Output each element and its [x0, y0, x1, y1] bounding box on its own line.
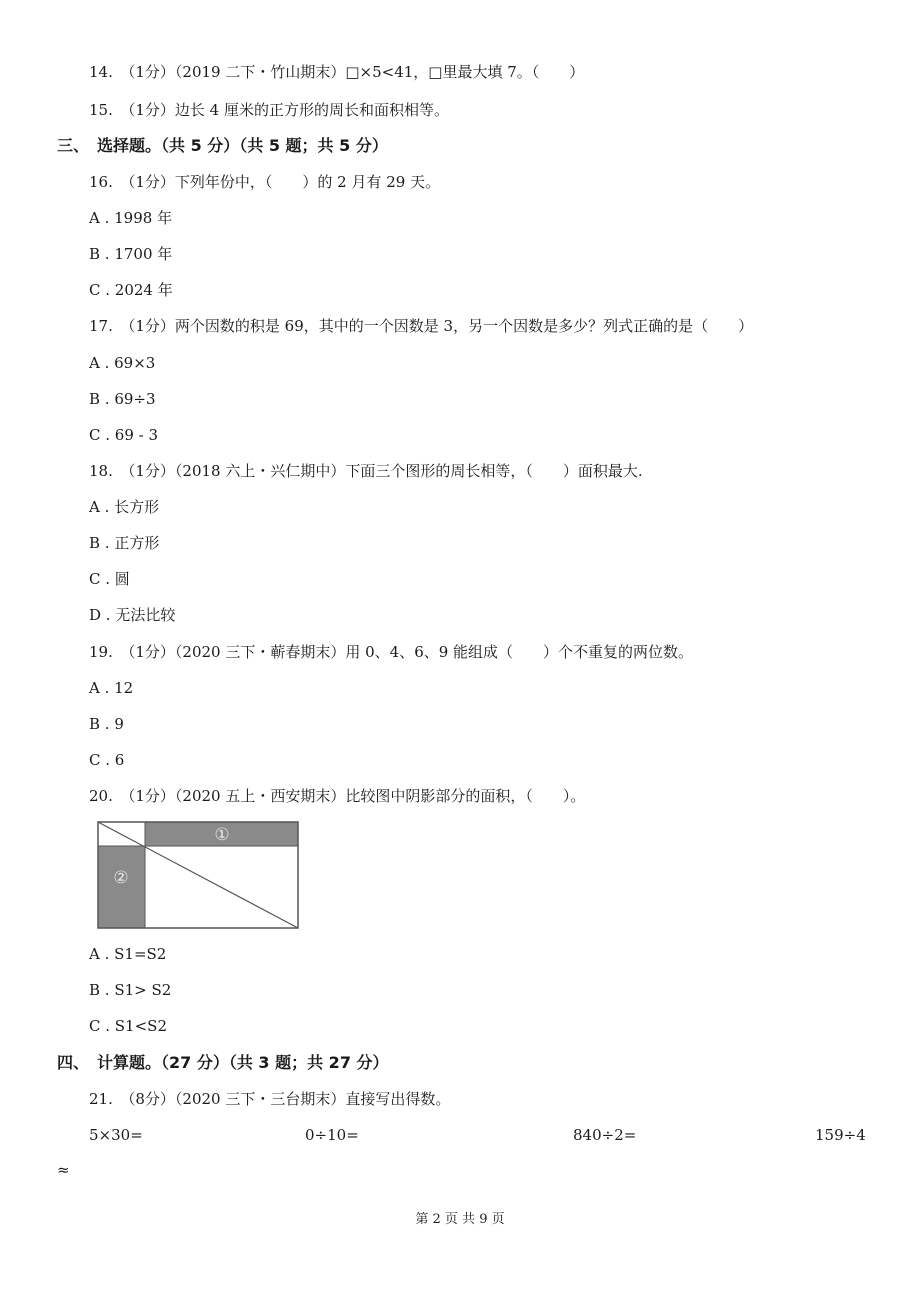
question-18: 18. （1分）（2018 六上・兴仁期中）下面三个图形的周长相等，（ ）面积最大. [89, 462, 643, 480]
question-20: 20. （1分）（2020 五上・西安期末）比较图中阴影部分的面积，（ ）。 [89, 787, 586, 805]
option-20b: B . S1> S2 [89, 981, 172, 999]
question-21: 21. （8分）（2020 三下・三台期末）直接写出得数。 [89, 1090, 451, 1108]
option-16a: A . 1998 年 [89, 209, 173, 227]
option-20a: A . S1=S2 [89, 945, 167, 963]
option-17b: B . 69÷3 [89, 390, 156, 408]
calc-item-3: 840÷2= [573, 1126, 637, 1144]
question-17: 17. （1分）两个因数的积是 69，其中的一个因数是 3，另一个因数是多少？列式正确的是（ ） [89, 317, 754, 335]
option-19c: C . 6 [89, 751, 125, 769]
section-heading-choice: 三、 选择题。（共 5 分）（共 5 题；共 5 分） [57, 136, 388, 155]
option-18a: A . 长方形 [89, 498, 160, 516]
option-19a: A . 12 [89, 679, 134, 697]
option-19b: B . 9 [89, 715, 124, 733]
option-17c: C . 69 - 3 [89, 426, 159, 444]
calc-approx-sign: ≈ [57, 1161, 70, 1179]
question-19: 19. （1分）（2020 三下・蕲春期末）用 0、4、6、9 能组成（ ）个不重复的两位数。 [89, 643, 694, 661]
option-16b: B . 1700 年 [89, 245, 173, 263]
option-17a: A . 69×3 [89, 354, 156, 372]
option-20c: C . S1<S2 [89, 1017, 167, 1035]
shaded-area-figure [96, 820, 300, 934]
option-18d: D . 无法比较 [89, 606, 176, 624]
calc-item-2: 0÷10= [305, 1126, 359, 1144]
region-label-1: ① [214, 825, 230, 845]
option-16c: C . 2024 年 [89, 281, 173, 299]
question-14: 14. （1分）（2019 二下・竹山期末）□×5<41，□里最大填 7。（ ） [89, 63, 585, 81]
rectangle-diagram [96, 820, 300, 930]
page-footer: 第 2 页 共 9 页 [415, 1212, 505, 1227]
question-16: 16. （1分）下列年份中，（ ）的 2 月有 29 天。 [89, 173, 441, 191]
region-label-2: ② [113, 868, 129, 888]
option-18c: C . 圆 [89, 570, 130, 588]
option-18b: B . 正方形 [89, 534, 160, 552]
calc-item-1: 5×30= [89, 1126, 143, 1144]
section-heading-calc: 四、 计算题。（27 分）（共 3 题；共 27 分） [57, 1053, 389, 1072]
question-15: 15. （1分）边长 4 厘米的正方形的周长和面积相等。 [89, 101, 449, 119]
calc-item-4: 159÷4 [815, 1126, 866, 1144]
